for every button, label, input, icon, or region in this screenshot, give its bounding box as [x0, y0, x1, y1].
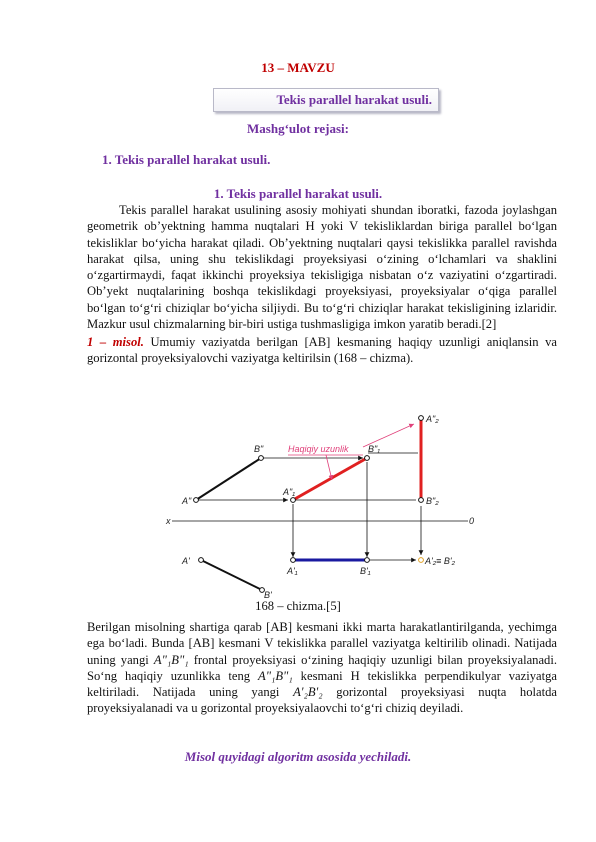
point-b2-2	[419, 498, 424, 503]
point-a2	[194, 498, 199, 503]
algorithm-intro: Misol quyidagi algoritm asosida yechiladi.	[184, 749, 412, 764]
point-a1	[199, 558, 204, 563]
solution-text-3: kesmani H tekislikka perpendikulyar vaziyatga keltiriladi. Natijada uning yangi	[87, 668, 557, 700]
label-a2: A"	[182, 496, 192, 506]
segment-a1-b1	[201, 560, 262, 590]
label-b1-1: B'₁	[360, 566, 371, 576]
point-a1-2	[291, 498, 296, 503]
label-a2-2: A"₂	[426, 414, 439, 424]
paragraph-intro: Tekis parallel harakat usulining asosiy mohiyati shundan iboratki, fazoda joylashgan geometrik ob’yektning hamma nuqtalari H yoki V tekisliklardan biriga parallel bo‘lgan tekisliklar bo‘yicha harakat qiladi. Ob’yektning nuqtalari qaysi tekislikka parallel ravishda harakat qilsa, uning shu tekislikdagi proyeksiyasi o‘zining o‘lchamlari va shaklini o‘zgartirmaydi, faqat ikkinchi proyeksiya tekisligiga nisbatan o‘z vaziyatini o‘zgartiradi. Ob’yekt nuqtalarining boshqa tekislikdagi proyeksiyasi, proyeksiyalar o‘qiga parallel bo‘lgan to‘g‘ri chiziqlar bo‘yicha siljiydi. Bu to‘g‘ri chiziqlar harakat tekisligining izlaridir. Mazkur usul chizmalarning bir-biri ustiga tushmasligiga imkon yaratib beradi.[2]	[87, 203, 557, 332]
annotation-arrow	[326, 455, 332, 480]
axis-x-label: x	[166, 516, 171, 526]
solution-text-4: gorizontal proyeksiyasi nuqta holatda proyeksiyalanadi va u gorizontal proyeksiyalaovchi to‘g‘ri chiziq deyiladi.	[87, 685, 558, 716]
point-a2b2-1	[419, 558, 424, 563]
solution-paragraph	[87, 619, 557, 717]
label-a2b2-1: A'₂≡ B'₂	[425, 556, 456, 566]
label-a1: A'	[182, 556, 190, 566]
label-a1-1: A'₁	[287, 566, 298, 576]
label-a1-2: A"₁	[283, 487, 296, 497]
figure-168	[160, 412, 490, 602]
solution-text-1: Berilgan misolning shartiga qarab [AB] kesmani ikki marta harakatlantirilganda, yechimga ega bo‘ladi. Bunda [AB] kesmani V tekislikka parallel vaziyatga keltirilib olinadi. Natijada uning yangi	[87, 620, 557, 667]
point-a1-1	[291, 558, 296, 563]
label-b1-2: B"₁	[368, 444, 381, 454]
figure-caption: 168 – chizma.[5]	[255, 599, 341, 613]
example-paragraph	[87, 334, 557, 367]
topic-title-box: Tekis parallel harakat usuli.	[213, 88, 439, 112]
solution-text-2: frontal proyeksiyasi o‘zining haqiqiy uzunligi bilan proyeksiyalanadi. So‘ng haqiqiy uzunlikka teng	[87, 652, 557, 683]
label-b1: B'	[264, 590, 272, 600]
math-a1b1-frontal: A"₁B"₁	[153, 652, 189, 667]
plan-item: 1. Tekis parallel harakat usuli.	[102, 152, 271, 167]
point-a2-2	[419, 416, 424, 421]
topic-heading: 13 – MAVZU	[261, 60, 335, 75]
example-text: Umumiy vaziyatda berilgan [AB] kesmaning haqiqy uzunligi aniqlansin va gorizontal proyeksiyalovchi vaziyatga keltirilsin (168 – chizma).	[87, 335, 557, 366]
true-length-segment	[293, 458, 367, 500]
math-a2b2-horizontal: A'₂B'₂	[293, 685, 323, 700]
axis-0-label: 0	[469, 516, 475, 526]
point-b1-2	[365, 456, 370, 461]
point-b1-1	[365, 558, 370, 563]
label-b2: B"	[254, 444, 264, 454]
label-b2-2: B"₂	[426, 496, 439, 506]
point-b2	[259, 456, 264, 461]
plan-title: Mashg‘ulot rejasi:	[247, 121, 349, 136]
segment-a2-b2	[196, 458, 261, 500]
example-label: 1 – misol.	[87, 335, 144, 349]
section-title: 1. Tekis parallel harakat usuli.	[213, 186, 383, 201]
annotation-true-length: Haqiqiy uzunlik	[288, 444, 349, 454]
math-a1b1-true: A"₁B"₁	[258, 668, 293, 683]
